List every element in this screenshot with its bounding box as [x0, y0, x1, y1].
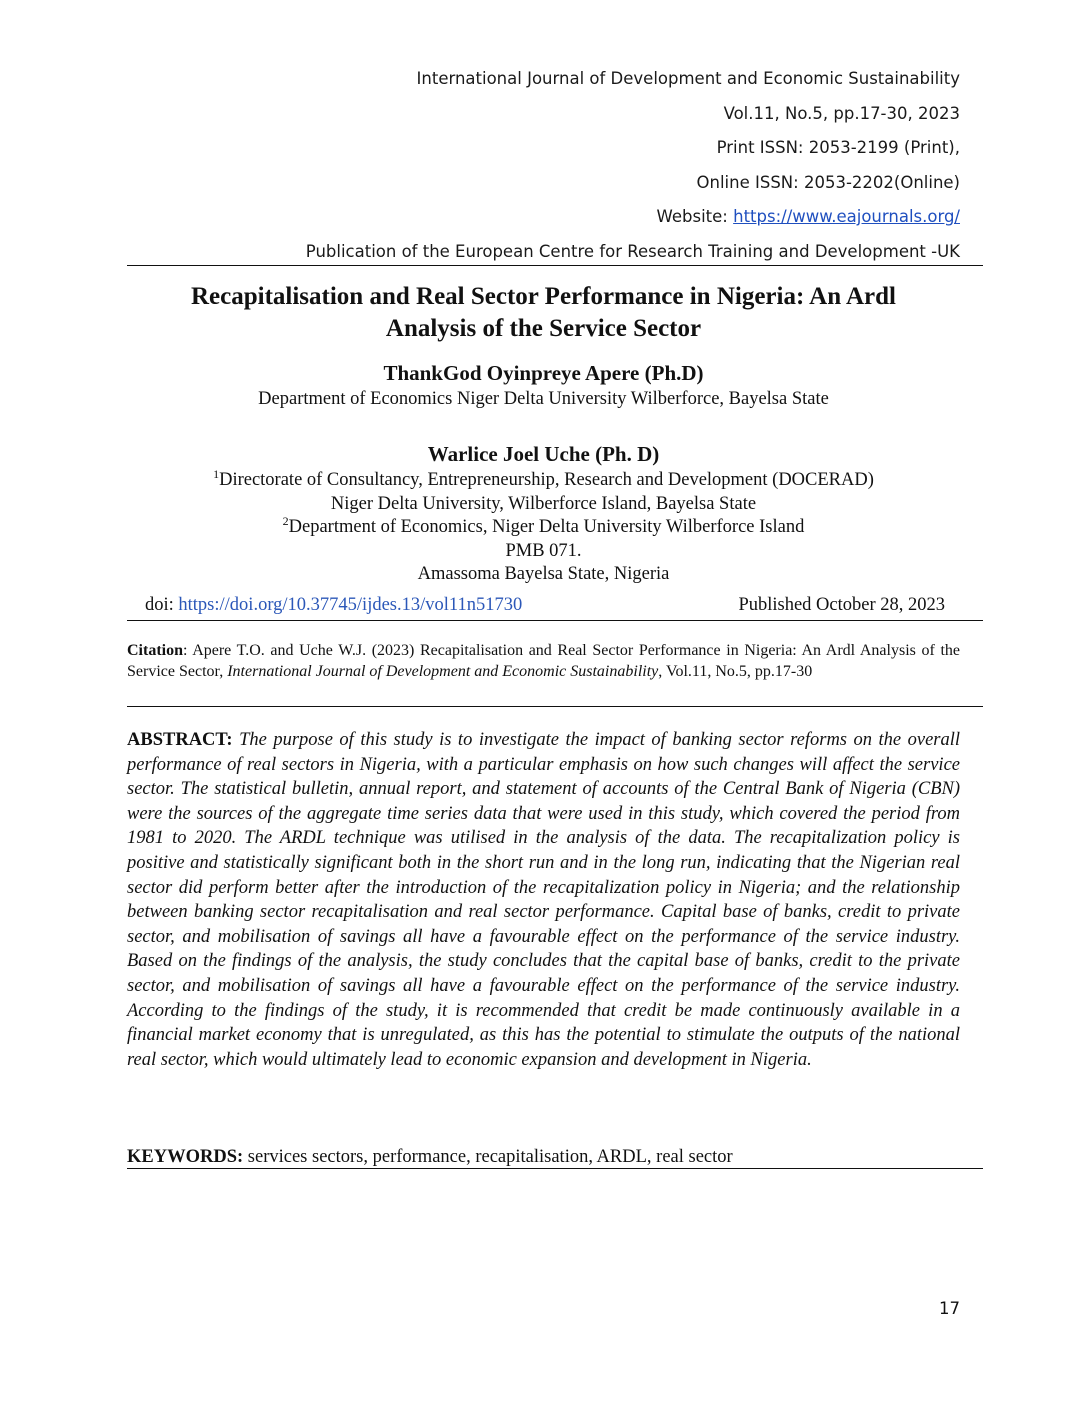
doi-label: doi:	[145, 595, 179, 615]
keywords-rule	[127, 1168, 983, 1169]
online-issn: Online ISSN: 2053-2202(Online)	[696, 172, 960, 192]
journal-name: International Journal of Development and Economic Sustainability	[416, 69, 960, 88]
doi-link[interactable]: https://doi.org/10.37745/ijdes.13/vol11n51730	[178, 595, 523, 615]
abstract-text: The purpose of this study is to investigate the impact of banking sector reforms on the overall performance of real sectors in Nigeria, with a particular emphasis on how such changes will affect the service sector. The statistical bulletin, annual report, and statement of accounts of the Central Bank of Nigeria (CBN) were the sources of the aggregate time series data that were used in this study, which covered the period from 1981 to 2020. The ARDL technique was utilised in the analysis of the data. The recapitalization policy is positive and statistically significant both in the short run and in the long run, indicating that the Nigerian real sector did perform better after the introduction of the recapitalization policy in Nigeria; and the relationship between banking sector recapitalisation and real sector performance. Capital base of banks, credit to private sector, and mobilisation of savings all have a favourable effect on the performance of the service industry. Based on the findings of the analysis, the study concludes that the capital base of banks, credit to the private sector, and mobilisation of savings all have a favourable effect on the performance of the service industry. According to the findings of the study, it is recommended that credit be made continuously available in a financial market economy that is unregulated, as this has the potential to stimulate the outputs of the national real sector, which would ultimately lead to economic expansion and development in Nigeria.	[127, 730, 961, 1070]
citation	[127, 640, 960, 682]
affiliation-2-line-3: Amassoma Bayelsa State, Nigeria	[417, 564, 670, 584]
keywords	[127, 1145, 960, 1169]
header-rule	[127, 265, 983, 266]
affiliation-2-line-2: PMB 071.	[505, 540, 582, 561]
journal-header	[306, 62, 960, 269]
affiliation-2-marker: 2	[282, 513, 289, 528]
website-line	[306, 200, 960, 235]
title-line-2: Analysis of the Service Sector	[385, 315, 702, 342]
author-1-affiliation: Department of Economics Niger Delta University Wilberforce, Bayelsa State	[258, 389, 829, 409]
doi-row	[145, 593, 945, 617]
page-number: 17	[939, 1299, 960, 1318]
keywords-label: KEYWORDS:	[127, 1147, 244, 1167]
citation-journal: International Journal of Development and Economic Sustainability	[227, 663, 659, 680]
citation-text: : Apere T.O. and Uche W.J. (2023) Recapitalisation and Real Sector Performance in Nigeria: An Ardl Analysis of the Service Sector,	[127, 642, 960, 680]
website-label: Website:	[656, 207, 734, 226]
abstract	[127, 728, 960, 1072]
website-link[interactable]: https://www.eajournals.org/	[733, 207, 960, 226]
affiliation-2-line-1: $^2$Department of Economics, Niger Delta University Wilberforce Island	[282, 513, 805, 537]
abstract-label: ABSTRACT:	[127, 730, 233, 750]
published-date: Published October 28, 2023	[738, 595, 945, 615]
author-1-name: ThankGod Oyinpreye Apere (Ph.D)	[383, 361, 704, 385]
title-line-1: Recapitalisation and Real Sector Performance in Nigeria: An Ardl	[190, 283, 896, 310]
publisher-line: Publication of the European Centre for Research Training and Development -UK	[305, 241, 960, 261]
paper-title	[127, 281, 960, 345]
doi-rule	[127, 620, 983, 621]
author-2-affiliation	[127, 466, 960, 587]
citation-rule	[127, 706, 983, 707]
volume-info: Vol.11, No.5, pp.17-30, 2023	[723, 103, 960, 123]
keywords-text: services sectors, performance, recapitalisation, ARDL, real sector	[243, 1147, 733, 1167]
doi	[145, 593, 522, 617]
author-2-name: Warlice Joel Uche (Ph. D)	[427, 442, 660, 466]
citation-text-end: , Vol.11, No.5, pp.17-30	[658, 663, 813, 680]
citation-label: Citation	[127, 642, 183, 659]
affiliation-1-line-2: Niger Delta University, Wilberforce Island, Bayelsa State	[330, 493, 757, 514]
print-issn: Print ISSN: 2053-2199 (Print),	[716, 138, 960, 157]
affiliation-1-line-1: $^1$Directorate of Consultancy, Entrepreneurship, Research and Development (DOCERAD)	[213, 466, 874, 490]
affiliation-1-marker: 1	[213, 466, 220, 481]
